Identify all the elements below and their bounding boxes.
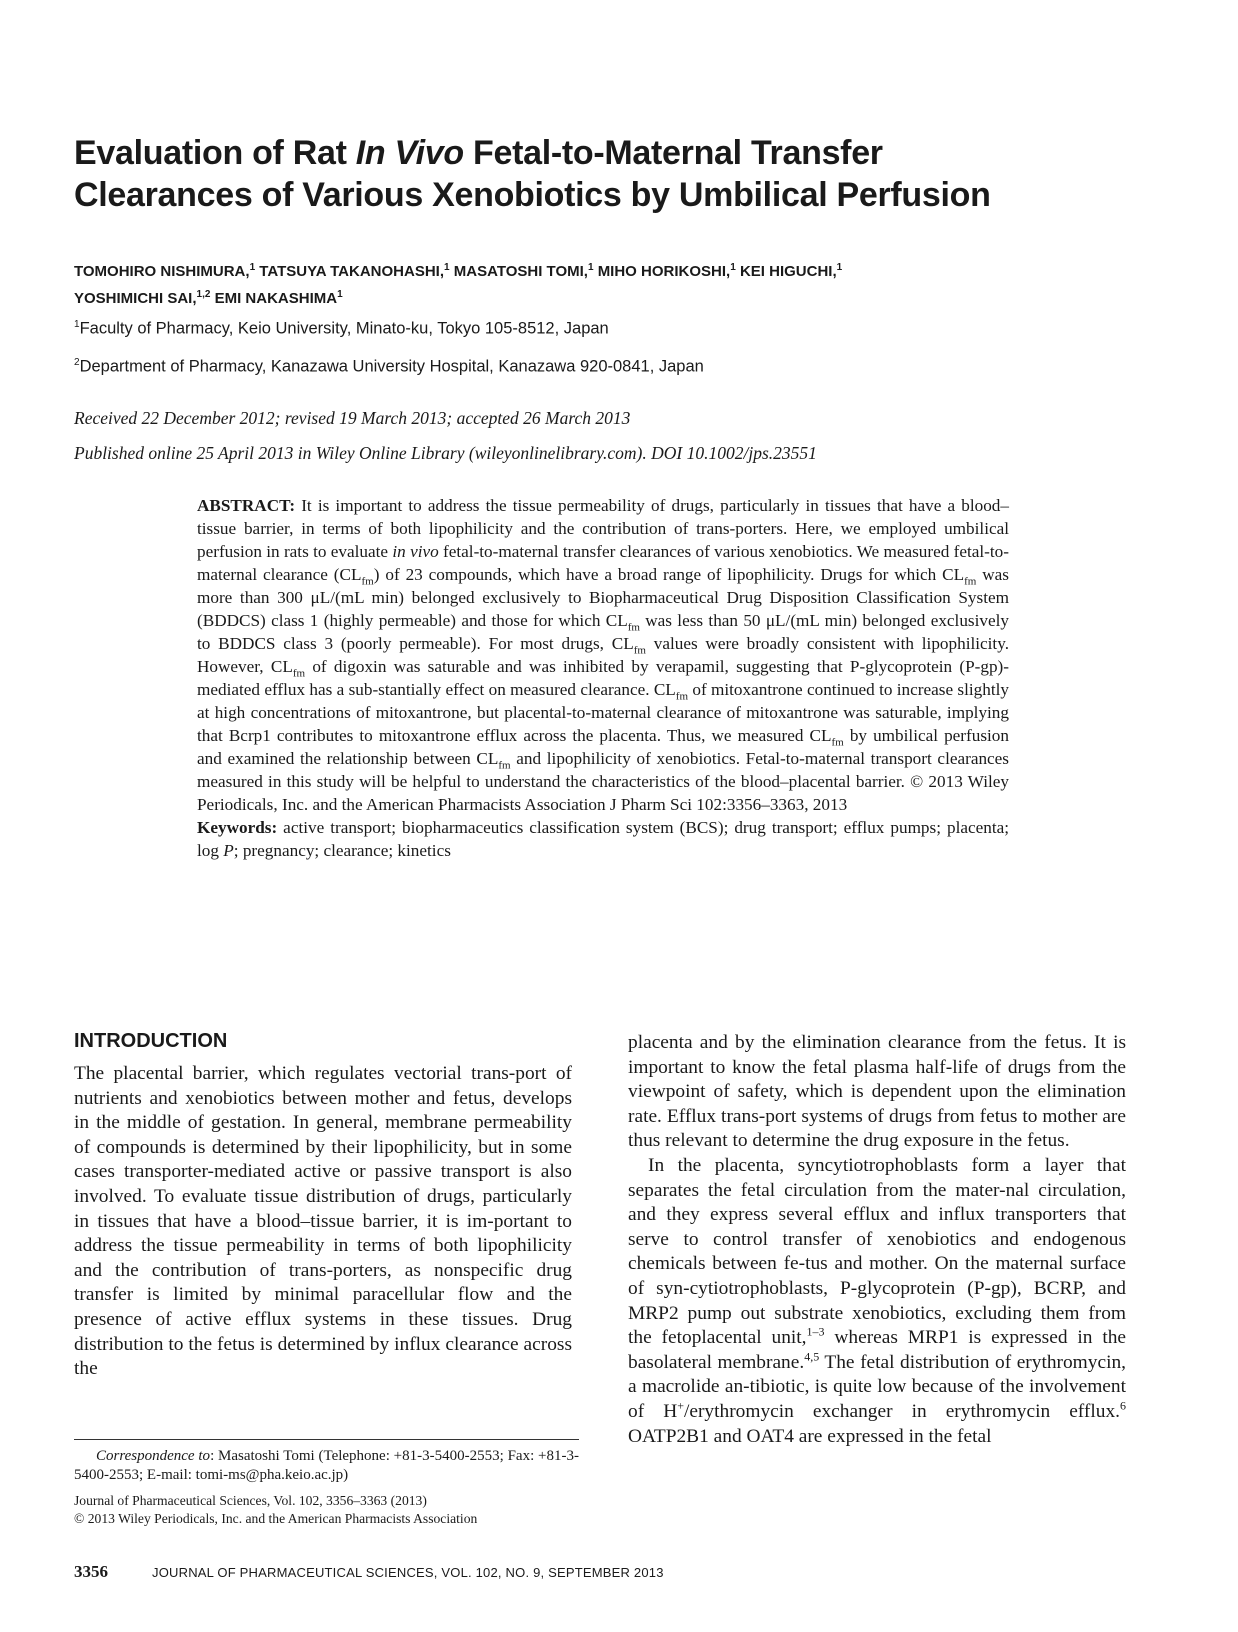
- citation-ref: 1–3: [806, 1324, 825, 1339]
- journal-citation: Journal of Pharmaceutical Sciences, Vol. 102, 3356–3363 (2013) © 2013 Wiley Periodicals, Inc. and the American Pharmacists Association: [74, 1493, 478, 1526]
- intro-paragraph-1: The placental barrier, which regulates vectorial trans-port of nutrients and xenobiotics between mother and fetus, develops in the middle of gestation. In general, membrane permeability of compounds is determined by their lipophilicity, but in some cases transporter-mediated active or passive transport is also involved. To evaluate tissue distribution of drugs, particularly in tissues that have a blood–tissue barrier, it is im-portant to address the tissue permeability in terms of both lipophilicity and the contribution of trans-porters, as nonspecific drug transfer is limited by minimal paracellular flow and the presence of active efflux systems in these tissues. Drug distribution to the fetus is determined by influx clearance across the: [74, 1063, 572, 1380]
- author: YOSHIMICHI SAI,$^{1,2}$: [74, 289, 211, 307]
- author: MIHO HORIKOSHI,$^1$: [597, 262, 736, 280]
- author: EMI NAKASHIMA$^1$: [214, 289, 343, 307]
- intro-paragraph-3: In the placenta, syncytiotrophoblasts form a layer that separates the fetal circulation from the mater-nal circulation, and they express several efflux and influx transporters that serve to control transfer of xenobiotics and endogenous chemicals between fe-tus and mother. On the maternal surface of syn-cytiotrophoblasts, P-glycoprotein (P-gp), BCRP, and MRP2 pump out substrate xenobiotics, excluding them from the fetoplacental unit,$^{1-3}$ whereas MRP1 is expressed in the basolateral membrane.$^{4,5}$ The fetal distribution of erythromycin, a macrolide an-tibiotic, is quite low because of the involvement of H+/erythromycin exchanger in erythromycin efflux.$^6$ OATP2B1 and OAT4 are expressed in the fetal: [628, 1154, 1127, 1447]
- abstract: ABSTRACT: It is important to address the tissue permeability of drugs, particularly in tissues that have a blood–tissue barrier, in terms of both lipophilicity and the contribution of trans-porters. Here, we employed umbilical perfusion in rats to evaluate in vivo fetal-to-maternal transfer clearances of various xenobiotics. We measured fetal-to-maternal clearance $(CL_{fm})$ of 23 compounds, which have a broad range of lipophilicity. Drugs for which $CL_{fm}$ was more than 300 μL/(mL min) belonged exclusively to Biopharmaceutical Drug Disposition Classification System (BDDCS) class 1 (highly permeable) and those for which $CL_{fm}$ was less than 50 μL/(mL min) belonged exclusively to BDDCS class 3 (poorly permeable). For most drugs, $CL_{fm}$ values were broadly consistent with lipophilicity. However, $CL_{fm}$ of digoxin was saturable and was inhibited by verapamil, suggesting that P-glycoprotein (P-gp)-mediated efflux has a sub-stantially effect on measured clearance. $CL_{fm}$ of mitoxantrone continued to increase slightly at high concentrations of mitoxantrone, but placental-to-maternal clearance of mitoxantrone was saturable, implying that Bcrp1 contributes to mitoxantrone efflux across the placenta. Thus, we measured $CL_{fm}$ by umbilical perfusion and examined the relationship between $CL_{fm}$ and lipophilicity of xenobiotics. Fetal-to-maternal transport clearances measured in this study will be helpful to understand the characteristics of the blood–placental barrier. © 2013 Wiley Periodicals, Inc. and the American Pharmacists Association J Pharm Sci 102:3356–3363, 2013 Keywords: active transport; biopharmaceutics classification system (BCS); drug transport; efflux pumps; placenta; log P; pregnancy; clearance; kinetics: [197, 496, 1009, 860]
- affiliation-1: $^1$Faculty of Pharmacy, Keio University, Minato-ku, Tokyo 105-8512, Japan: [74, 319, 609, 338]
- publication-info: Published online 25 April 2013 in Wiley Online Library (wileyonlinelibrary.com). DOI 10.1002/jps.23551: [74, 443, 817, 463]
- affiliation-2: $^2$Department of Pharmacy, Kanazawa University Hospital, Kanazawa 920-0841, Japan: [74, 357, 704, 376]
- running-footer: JOURNAL OF PHARMACEUTICAL SCIENCES, VOL. 102, NO. 9, SEPTEMBER 2013: [152, 1565, 664, 1580]
- footnote-divider: [74, 1439, 579, 1440]
- author: TOMOHIRO NISHIMURA,$^1$: [74, 262, 256, 280]
- author-list: [74, 256, 1074, 310]
- body-column-left: [74, 1062, 572, 1382]
- page-number: 3356: [74, 1562, 108, 1581]
- title-italic: In Vivo: [355, 134, 464, 172]
- author: MASATOSHI TOMI,$^1$: [453, 262, 594, 280]
- received-dates: Received 22 December 2012; revised 19 March 2013; accepted 26 March 2013: [74, 408, 631, 428]
- correspondence-note: Correspondence to: Masatoshi Tomi (Telephone: +81-3-5400-2553; Fax: +81-3-5400-2553; E-mail: tomi-ms@pha.keio.ac.jp): [74, 1448, 579, 1483]
- article-title: Evaluation of Rat In Vivo Fetal-to-Maternal Transfer Clearances of Various Xenobiotics by Umbilical Perfusion: [74, 134, 991, 214]
- citation-ref: 6: [1120, 1398, 1126, 1413]
- section-heading-introduction: INTRODUCTION: [74, 1030, 228, 1052]
- author: TATSUYA TAKANOHASHI,$^1$: [259, 262, 450, 280]
- body-column-right: [628, 1031, 1126, 1449]
- author: KEI HIGUCHI,$^1$: [739, 262, 843, 280]
- abstract-label: ABSTRACT:: [197, 496, 296, 515]
- title-line-2: Clearances of Various Xenobiotics by Umbilical Perfusion: [74, 176, 991, 214]
- intro-paragraph-2: placenta and by the elimination clearance from the fetus. It is important to know the fetal plasma half-life of drugs from the viewpoint of safety, which is dependent upon the elimination rate. Efflux trans-port systems of drugs from fetus to mother are thus relevant to determine the drug exposure in the fetus.: [628, 1032, 1126, 1152]
- keywords-label: Keywords:: [197, 818, 278, 837]
- citation-ref: 4,5: [804, 1349, 820, 1364]
